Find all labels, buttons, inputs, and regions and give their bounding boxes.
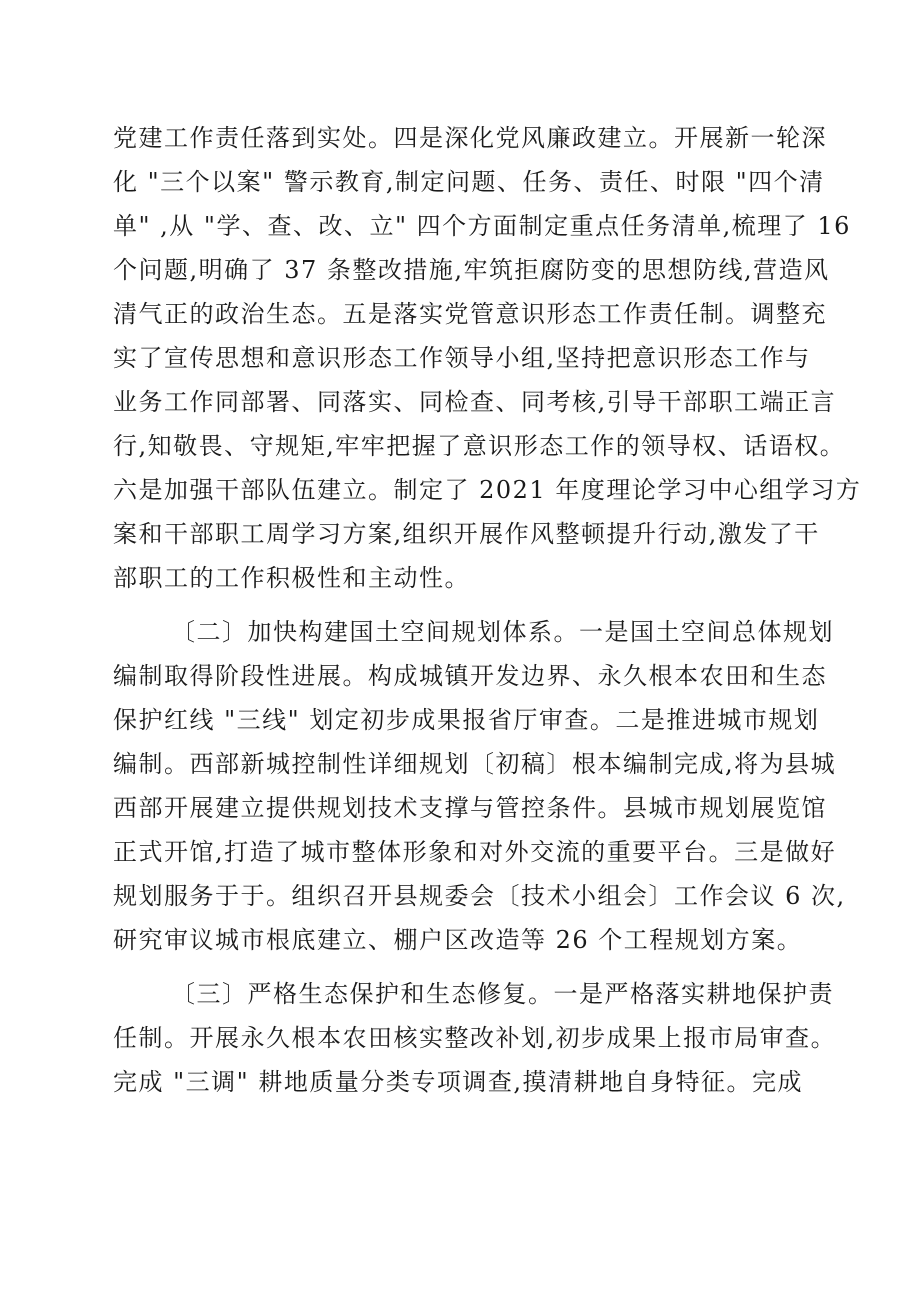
text-line: 化 "三个以案" 警示教育,制定问题、任务、责任、时限 "四个清 <box>113 168 825 196</box>
text-line: 保护红线 "三线" 划定初步成果报省厅审查。二是推进城市规划 <box>113 706 820 734</box>
text-line: 案和干部职工周学习方案,组织开展作风整顿提升行动,激发了干 <box>113 520 820 548</box>
text-line: 六是加强干部队伍建立。制定了 2021 年度理论学习中心组学习方 <box>113 476 862 504</box>
paragraph-heading-line: 〔三〕严格生态保护和生态修复。一是严格落实耕地保护责 <box>171 980 834 1008</box>
text-line: 编制取得阶段性进展。构成城镇开发边界、永久根本农田和生态 <box>113 662 827 690</box>
text-line: 完成 "三调" 耕地质量分类专项调查,摸清耕地自身特征。完成 <box>113 1068 803 1096</box>
text-line: 单" ,从 "学、查、改、立" 四个方面制定重点任务清单,梳理了 16 <box>113 212 851 240</box>
text-line: 任制。开展永久根本农田核实整改补划,初步成果上报市局审查。 <box>113 1024 837 1052</box>
text-line: 研究审议城市根底建立、棚户区改造等 26 个工程规划方案。 <box>113 926 803 954</box>
text-line: 部职工的工作积极性和主动性。 <box>113 564 470 592</box>
text-line: 党建工作责任落到实处。四是深化党风廉政建立。开展新一轮深 <box>113 124 827 152</box>
text-line: 清气正的政治生态。五是落实党管意识形态工作责任制。调整充 <box>113 300 827 328</box>
text-line: 正式开馆,打造了城市整体形象和对外交流的重要平台。三是做好 <box>113 838 837 866</box>
text-line: 业务工作同部署、同落实、同检查、同考核,引导干部职工端正言 <box>113 388 837 416</box>
text-line: 西部开展建立提供规划技术支撑与管控条件。县城市规划展览馆 <box>113 794 827 822</box>
paragraph-heading-line: 〔二〕加快构建国土空间规划体系。一是国土空间总体规划 <box>171 618 834 646</box>
text-line: 个问题,明确了 37 条整改措施,牢筑拒腐防变的思想防线,营造风 <box>113 256 830 284</box>
text-line: 行,知敬畏、守规矩,牢牢把握了意识形态工作的领导权、话语权。 <box>113 432 846 460</box>
text-line: 编制。西部新城控制性详细规划〔初稿〕根本编制完成,将为县城 <box>113 750 837 778</box>
text-line: 实了宣传思想和意识形态工作领导小组,坚持把意识形态工作与 <box>113 344 811 372</box>
text-line: 规划服务于于。组织召开县规委会〔技术小组会〕工作会议 6 次, <box>113 882 846 910</box>
